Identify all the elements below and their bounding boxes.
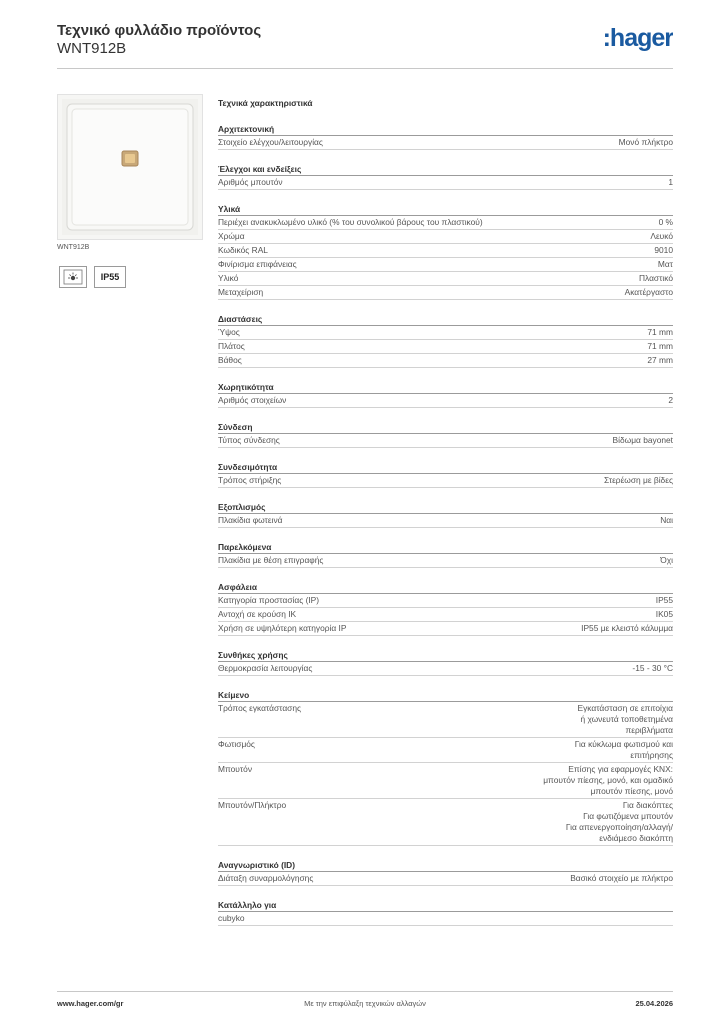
spec-key: Αντοχή σε κρούση IK <box>218 609 297 619</box>
spec-key: Τρόπος στήριξης <box>218 475 282 485</box>
footer-divider <box>57 991 673 992</box>
spec-value: 71 mm <box>647 327 673 337</box>
spec-row <box>218 763 673 799</box>
spec-section <box>218 381 673 408</box>
spec-value: Πλαστικό <box>638 273 673 283</box>
svg-text::hager: :hager <box>602 24 673 52</box>
spec-key: Χρώμα <box>218 231 245 241</box>
spec-value: Βασικό στοιχείο με πλήκτρο <box>570 873 673 883</box>
spec-section <box>218 421 673 448</box>
spec-value: 71 mm <box>647 341 673 351</box>
hager-logo <box>581 24 673 54</box>
spec-key: Μεταχείριση <box>218 287 264 297</box>
spec-key: Τρόπος εγκατάστασης <box>218 703 302 713</box>
spec-row <box>218 872 673 886</box>
spec-key: Πλακίδια με θέση επιγραφής <box>218 555 324 565</box>
spec-key: Μπουτόν <box>218 764 253 774</box>
product-code: WNT912B <box>57 40 127 57</box>
spec-row <box>218 514 673 528</box>
product-image <box>57 94 203 240</box>
spec-key: Τύπος σύνδεσης <box>218 435 280 445</box>
product-image-label: WNT912B <box>57 244 90 251</box>
spec-row <box>218 286 673 300</box>
spec-value: Όχι <box>660 555 673 565</box>
spec-key: Πλακίδια φωτεινά <box>218 515 283 525</box>
spec-value: Βίδωμα bayonet <box>612 435 673 445</box>
spec-key: Αριθμός μπουτόν <box>218 177 283 187</box>
spec-row <box>218 622 673 636</box>
section-heading: Διαστάσεις <box>218 313 673 326</box>
section-heading: Αρχιτεκτονική <box>218 123 673 136</box>
spec-value: 9010 <box>654 245 673 255</box>
spec-key: Ύψος <box>218 327 240 337</box>
section-heading: Υλικά <box>218 203 673 216</box>
header-divider <box>57 68 673 69</box>
spec-value: Επίσης για εφαρμογές KNX: μπουτόν πίεσης, μονό, και ομαδικό μπουτόν πίεσης, μονό <box>543 764 673 796</box>
spec-value: Ματ <box>657 259 673 269</box>
spec-value: Ακατέργαστο <box>624 287 673 297</box>
spec-row <box>218 136 673 150</box>
spec-section <box>218 123 673 150</box>
spec-row <box>218 912 673 926</box>
spec-row <box>218 434 673 448</box>
footer-date: 25.04.2026 <box>635 999 673 1008</box>
spec-row <box>218 354 673 368</box>
spec-section <box>218 899 673 926</box>
spec-row <box>218 554 673 568</box>
footer-url[interactable]: www.hager.com/gr <box>57 999 124 1008</box>
section-heading: Παρελκόμενα <box>218 541 673 554</box>
spec-value: Εγκατάσταση σε επιτοίχια ή χωνευτά τοποθετημένα περιβλήματα <box>577 703 673 735</box>
section-heading: Σύνδεση <box>218 421 673 434</box>
spec-value: -15 - 30 °C <box>632 663 673 673</box>
spec-value: 27 mm <box>647 355 673 365</box>
spec-value: 0 % <box>658 217 673 227</box>
spec-key: Κωδικός RAL <box>218 245 268 255</box>
spec-row <box>218 176 673 190</box>
section-heading: Κείμενο <box>218 689 673 702</box>
spec-value: Ναι <box>660 515 673 525</box>
spec-section <box>218 649 673 676</box>
spec-value: IP55 <box>655 595 673 605</box>
specs-title: Τεχνικά χαρακτηριστικά <box>218 98 313 108</box>
spec-row <box>218 216 673 230</box>
document-title: Τεχνικό φυλλάδιο προϊόντος <box>57 22 262 39</box>
spec-section <box>218 313 673 368</box>
spec-key: Στοιχείο ελέγχου/λειτουργίας <box>218 137 323 147</box>
spec-key: Θερμοκρασία λειτουργίας <box>218 663 313 673</box>
spec-section <box>218 859 673 886</box>
spec-row <box>218 394 673 408</box>
spec-key: Βάθος <box>218 355 242 365</box>
spec-key: Υλικό <box>218 273 239 283</box>
spec-value: Λευκό <box>650 231 673 241</box>
spec-value: IK05 <box>655 609 673 619</box>
spec-row <box>218 738 673 763</box>
section-heading: Χωρητικότητα <box>218 381 673 394</box>
section-heading: Συνδεσιμότητα <box>218 461 673 474</box>
spec-section <box>218 689 673 846</box>
spec-row <box>218 272 673 286</box>
spec-row <box>218 594 673 608</box>
spec-key: Κατηγορία προστασίας (IP) <box>218 595 320 605</box>
spec-row <box>218 340 673 354</box>
spec-key: Χρήση σε υψηλότερη κατηγορία IP <box>218 623 347 633</box>
section-heading: Αναγνωριστικό (ID) <box>218 859 673 872</box>
spec-value: 2 <box>668 395 673 405</box>
spec-section <box>218 541 673 568</box>
spec-section <box>218 203 673 300</box>
spec-key: cubyko <box>218 913 245 923</box>
section-heading: Κατάλληλο για <box>218 899 673 912</box>
spec-section <box>218 501 673 528</box>
spec-row <box>218 244 673 258</box>
spec-value: Για διακόπτες Για φωτιζόμενα μπουτόν Για απενεργοποίηση/αλλαγή/ ενδιάμεσο διακόπτη <box>565 800 673 843</box>
spec-row <box>218 608 673 622</box>
spec-key: Διάταξη συναρμολόγησης <box>218 873 314 883</box>
specs-table <box>218 97 673 939</box>
section-heading: Εξοπλισμός <box>218 501 673 514</box>
spec-key: Φινίρισμα επιφάνειας <box>218 259 297 269</box>
spec-value: Μονό πλήκτρο <box>618 137 673 147</box>
section-heading: Έλεγχοι και ενδείξεις <box>218 163 673 176</box>
spec-value: IP55 με κλειστό κάλυμμα <box>581 623 673 633</box>
spec-key: Μπουτόν/Πλήκτρο <box>218 800 287 810</box>
spec-key: Περιέχει ανακυκλωμένο υλικό (% του συνολικού βάρους του πλαστικού) <box>218 217 483 227</box>
spec-row <box>218 662 673 676</box>
spec-row <box>218 258 673 272</box>
spec-section <box>218 163 673 190</box>
page-footer <box>57 996 673 1010</box>
spec-section <box>218 461 673 488</box>
spec-value: Στερέωση με βίδες <box>603 475 673 485</box>
spec-value: 1 <box>668 177 673 187</box>
spec-row <box>218 702 673 738</box>
page-header <box>57 22 673 68</box>
ip-rating-badge: IP55 <box>94 266 126 288</box>
spec-key: Πλάτος <box>218 341 245 351</box>
spec-row <box>218 474 673 488</box>
section-heading: Συνθήκες χρήσης <box>218 649 673 662</box>
section-heading: Ασφάλεια <box>218 581 673 594</box>
spec-section <box>218 581 673 636</box>
spec-row <box>218 799 673 846</box>
spec-row <box>218 326 673 340</box>
spec-key: Αριθμός στοιχείων <box>218 395 287 405</box>
spec-row <box>218 230 673 244</box>
footer-note: Με την επιφύλαξη τεχνικών αλλαγών <box>304 999 426 1008</box>
light-icon <box>59 266 87 288</box>
spec-value: Για κύκλωμα φωτισμού και επιτήρησης <box>574 739 673 760</box>
spec-key: Φωτισμός <box>218 739 255 749</box>
